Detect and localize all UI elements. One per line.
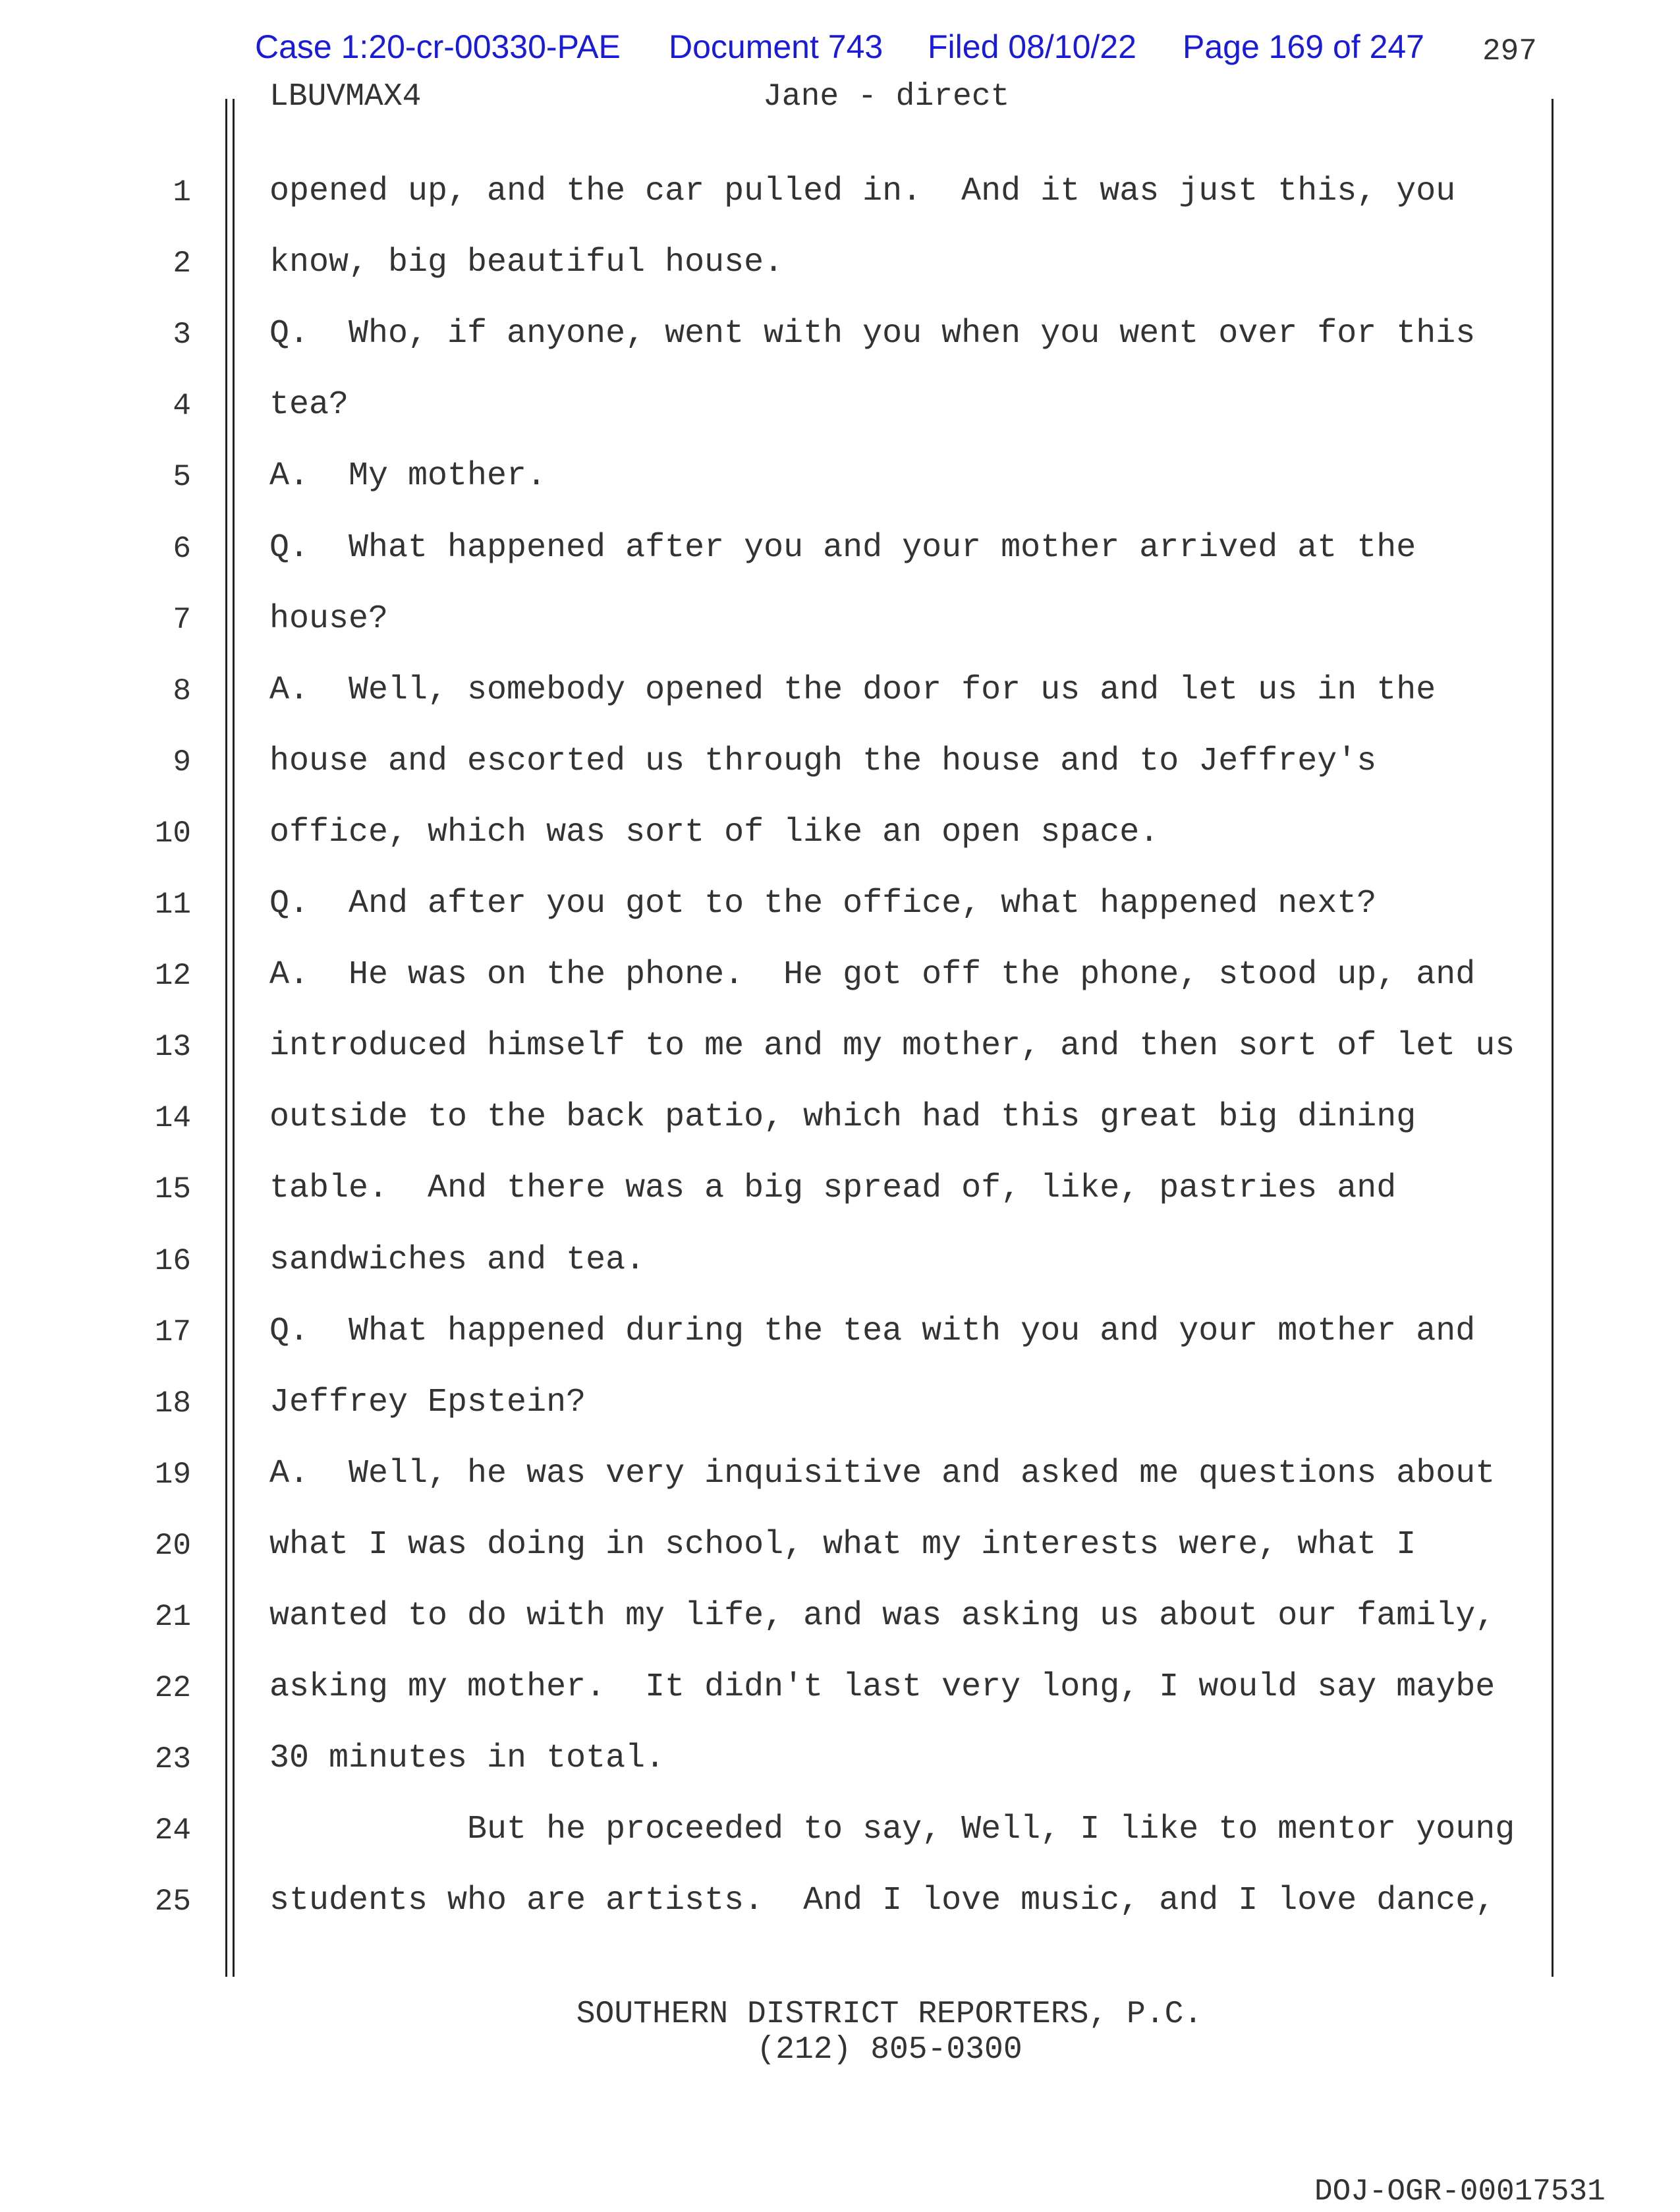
line-number: 14	[154, 1101, 191, 1136]
line-number: 19	[154, 1457, 191, 1492]
line-number: 21	[154, 1600, 191, 1634]
line-number: 7	[173, 602, 191, 637]
page-stamp: Page 169 of 247	[1183, 28, 1424, 65]
transcript-line: table. And there was a big spread of, like, pastries and	[269, 1170, 1397, 1208]
transcript-line: A. Well, he was very inquisitive and asked me questions about	[269, 1454, 1496, 1492]
line-number: 12	[154, 959, 191, 994]
line-number: 2	[173, 246, 191, 281]
transcript-line: students who are artists. And I love music, and I love dance,	[269, 1882, 1496, 1920]
transcript-line: Jeffrey Epstein?	[269, 1383, 586, 1421]
header-witness: Jane - direct	[763, 79, 1010, 115]
header-code: LBUVMAX4	[269, 79, 422, 115]
transcript-line: A. He was on the phone. He got off the phone, stood up, and	[269, 956, 1476, 994]
line-number: 15	[154, 1172, 191, 1207]
line-number: 9	[173, 745, 191, 780]
line-number: 24	[154, 1813, 191, 1848]
line-number: 20	[154, 1528, 191, 1563]
transcript-line: house and escorted us through the house and to Jeffrey's	[269, 742, 1377, 780]
line-number: 3	[173, 318, 191, 353]
transcript-line: A. Well, somebody opened the door for us and let us in the	[269, 671, 1436, 709]
filed-stamp: Filed 08/10/22	[928, 28, 1136, 65]
line-number: 1	[173, 175, 191, 210]
transcript-page-number: 297	[1482, 34, 1537, 69]
line-number: 13	[154, 1030, 191, 1065]
line-number: 6	[173, 531, 191, 566]
footer-reporter: SOUTHERN DISTRICT REPORTERS, P.C.	[576, 1997, 1203, 2032]
transcript-line: Q. Who, if anyone, went with you when you went over for this	[269, 315, 1476, 353]
transcript-line: Q. And after you got to the office, what happened next?	[269, 885, 1377, 922]
bates-number: DOJ-OGR-00017531	[1314, 2174, 1606, 2209]
transcript-line: A. My mother.	[269, 457, 547, 496]
transcript-line: asking my mother. It didn't last very long, I would say maybe	[269, 1668, 1496, 1707]
transcript-line: office, which was sort of like an open space.	[269, 813, 1160, 851]
line-number: 17	[154, 1315, 191, 1349]
line-number: 23	[154, 1742, 191, 1777]
transcript-line: know, big beautiful house.	[269, 244, 784, 282]
transcript-line: But he proceeded to say, Well, I like to mentor young	[269, 1811, 1515, 1849]
line-number: 10	[154, 816, 191, 851]
line-number: 5	[173, 460, 191, 495]
line-number: 4	[173, 389, 191, 424]
transcript-line: wanted to do with my life, and was asking us about our family,	[269, 1597, 1496, 1635]
transcript-line: tea?	[269, 386, 349, 424]
line-number: 8	[173, 673, 191, 708]
transcript-line: sandwiches and tea.	[269, 1241, 646, 1279]
transcript-line: Q. What happened during the tea with you and your mother and	[269, 1312, 1476, 1350]
transcript-line: opened up, and the car pulled in. And it was just this, you	[269, 173, 1456, 210]
footer-phone: (212) 805-0300	[756, 2032, 1022, 2068]
left-margin-line	[225, 99, 227, 1977]
line-number: 11	[154, 888, 191, 922]
line-number: 16	[154, 1243, 191, 1278]
document-stamp: Document 743	[669, 28, 883, 65]
transcript-line: what I was doing in school, what my interests were, what I	[269, 1525, 1416, 1564]
transcript-line: introduced himself to me and my mother, and then sort of let us	[269, 1027, 1515, 1065]
line-number: 18	[154, 1386, 191, 1421]
left-margin-line-inner	[233, 99, 235, 1977]
transcript-line: Q. What happened after you and your mother arrived at the	[269, 528, 1416, 567]
line-number: 25	[154, 1885, 191, 1919]
right-margin-line	[1552, 99, 1554, 1977]
transcript-line: house?	[269, 600, 389, 638]
transcript-line: outside to the back patio, which had this great big dining	[269, 1098, 1416, 1137]
line-number: 22	[154, 1671, 191, 1706]
transcript-line: 30 minutes in total.	[269, 1740, 665, 1778]
case-stamp: Case 1:20-cr-00330-PAE	[255, 28, 621, 65]
